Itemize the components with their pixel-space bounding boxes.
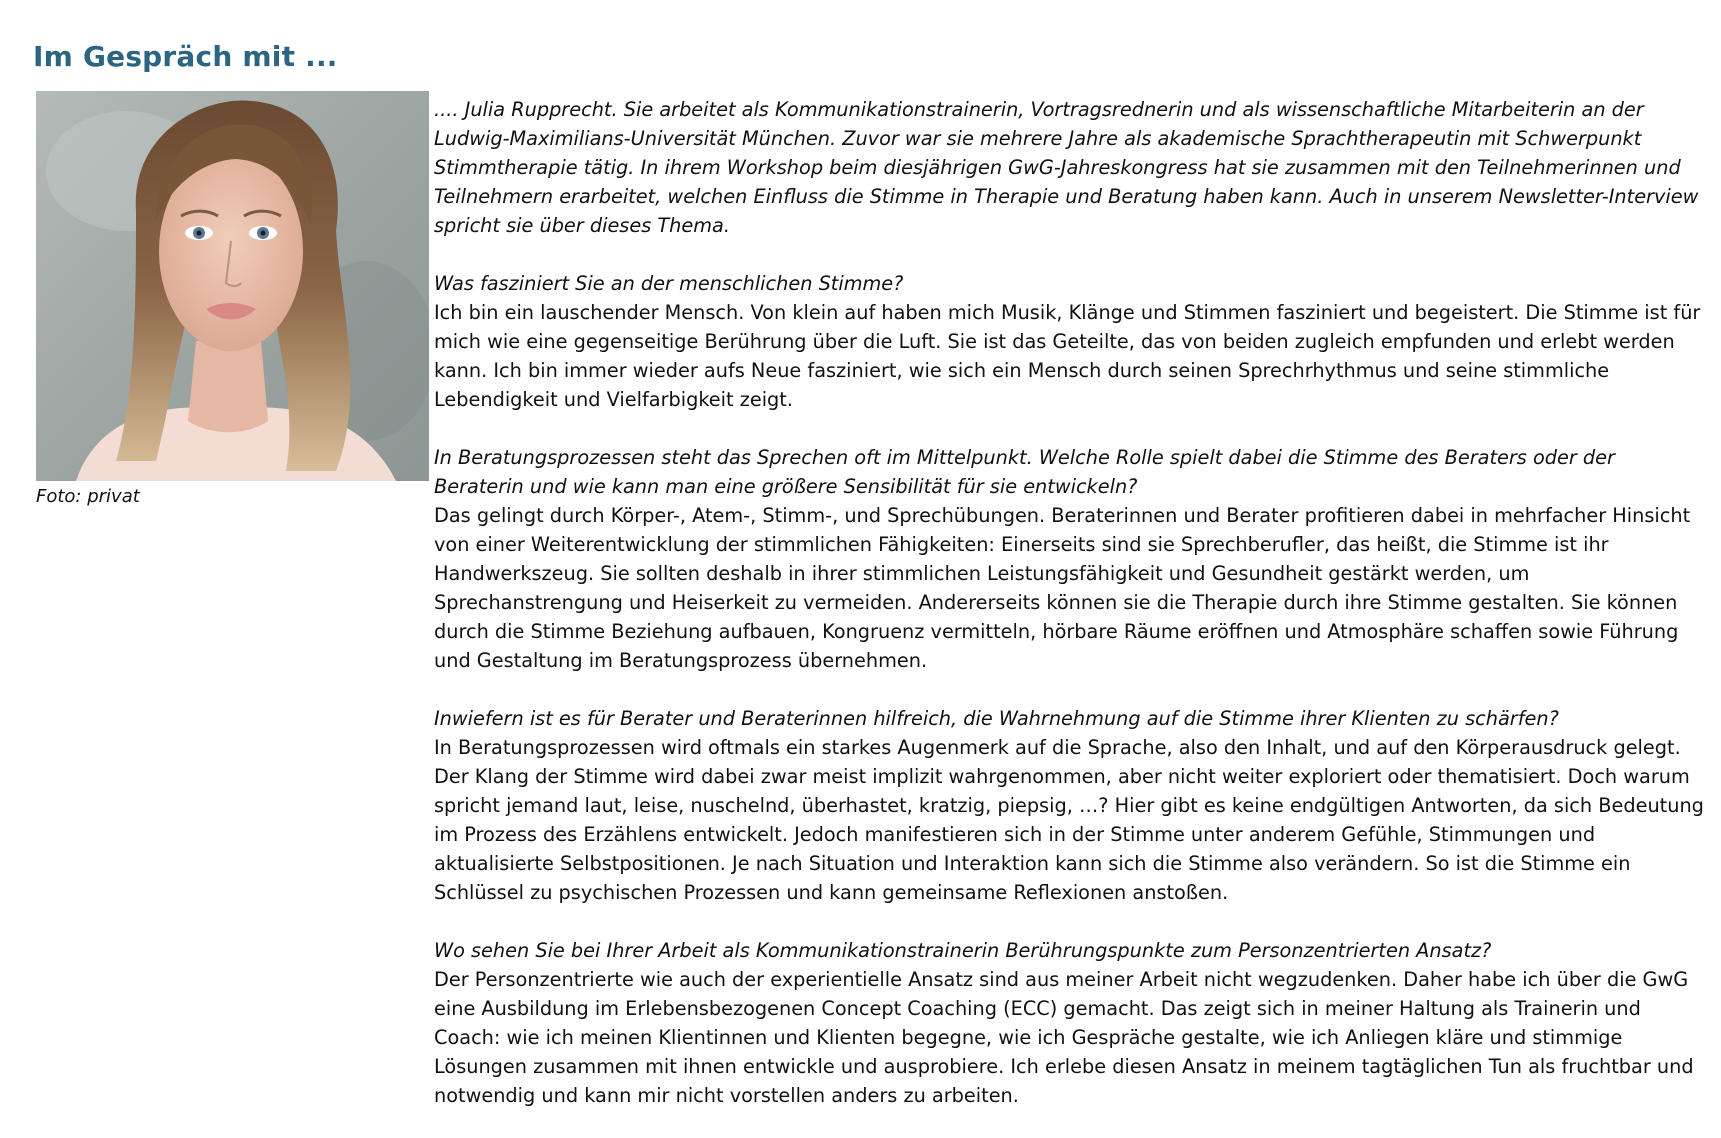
interview-question: Was fasziniert Sie an der menschlichen Stimme? — [434, 272, 904, 295]
portrait-photo — [36, 91, 429, 481]
interview-question: In Beratungsprozessen steht das Sprechen oft im Mittelpunkt. Welche Rolle spielt dabei die Stimme des Beraters oder der Beraterin und wie kann man eine größere Sensibilität für sie entwickeln? — [434, 446, 1615, 498]
page-title: Im Gespräch mit ... — [33, 40, 338, 73]
interview-answer: Ich bin ein lauschender Mensch. Von klein auf haben mich Musik, Klänge und Stimmen fasziniert und begeistert. Die Stimme ist für mich wie eine gegenseitige Berührung über die Luft. Sie ist das Geteilte, das von beiden zugleich empfunden und erlebt werden kann. Ich bin immer wieder aufs Neue fasziniert, wie sich ein Mensch durch seinen Sprechrhythmus und seine stimmliche Lebendigkeit und Vielfarbigkeit zeigt. — [434, 301, 1701, 411]
interview-question: Wo sehen Sie bei Ihrer Arbeit als Kommunikationstrainerin Berührungspunkte zum Personzentrierten Ansatz? — [434, 939, 1492, 962]
intro-paragraph: .... Julia Rupprecht. Sie arbeitet als Kommunikationstrainerin, Vortragsrednerin und als wissenschaftliche Mitarbeiterin an der Ludwig-Maximilians-Universität München. Zuvor war sie mehrere Jahre als akademische Sprachtherapeutin mit Schwerpunkt Stimmtherapie tätig. In ihrem Workshop beim diesjährigen GwG-Jahreskongress hat sie zusammen mit den Teilnehmerinnen und Teilnehmern erarbeitet, welchen Einfluss die Stimme in Therapie und Beratung haben kann. Auch in unserem Newsletter-Interview spricht sie über dieses Thema. — [434, 98, 1699, 237]
interview-text — [434, 95, 1706, 1110]
photo-caption: Foto: privat — [36, 486, 140, 507]
interview-question: Inwiefern ist es für Berater und Beraterinnen hilfreich, die Wahrnehmung auf die Stimme ihrer Klienten zu schärfen? — [434, 707, 1559, 730]
interview-answer: In Beratungsprozessen wird oftmals ein starkes Augenmerk auf die Sprache, also den Inhalt, und auf den Körperausdruck gelegt. Der Klang der Stimme wird dabei zwar meist implizit wahrgenommen, aber nicht weiter exploriert oder thematisiert. Doch warum spricht jemand laut, leise, nuschelnd, überhastet, kratzig, piepsig, …? Hier gibt es keine endgültigen Antworten, da sich Bedeutung im Prozess des Erzählens entwickelt. Jedoch manifestieren sich in der Stimme unter anderem Gefühle, Stimmungen und aktualisierte Selbstpositionen. Je nach Situation und Interaktion kann sich die Stimme also verändern. So ist die Stimme ein Schlüssel zu psychischen Prozessen und kann gemeinsame Reflexionen anstoßen. — [434, 736, 1704, 904]
interview-answer: Das gelingt durch Körper-, Atem-, Stimm-, und Sprechübungen. Beraterinnen und Berater profitieren dabei in mehrfacher Hinsicht von einer Weiterentwicklung der stimmlichen Fähigkeiten: Einerseits sind sie Sprechberufler, das heißt, die Stimme ist ihr Handwerkszeug. Sie sollten deshalb in ihrer stimmlichen Leistungsfähigkeit und Gesundheit gestärkt werden, um Sprechanstrengung und Heiserkeit zu vermeiden. Andererseits können sie die Therapie durch ihre Stimme gestalten. Sie können durch die Stimme Beziehung aufbauen, Kongruenz vermitteln, hörbare Räume eröffnen und Atmosphäre schaffen sowie Führung und Gestaltung im Beratungsprozess übernehmen. — [434, 504, 1691, 672]
interview-answer: Der Personzentrierte wie auch der experientielle Ansatz sind aus meiner Arbeit nicht wegzudenken. Daher habe ich über die GwG eine Ausbildung im Erlebensbezogenen Concept Coaching (ECC) gemacht. Das zeigt sich in meiner Haltung als Trainerin und Coach: wie ich meinen Klientinnen und Klienten begegne, wie ich Gespräche gestalte, wie ich Anliegen kläre und stimmige Lösungen zusammen mit ihnen entwickle und ausprobiere. Ich erlebe diesen Ansatz in meinem tagtäglichen Tun als fruchtbar und notwendig und kann mir nicht vorstellen anders zu arbeiten. — [434, 968, 1694, 1107]
